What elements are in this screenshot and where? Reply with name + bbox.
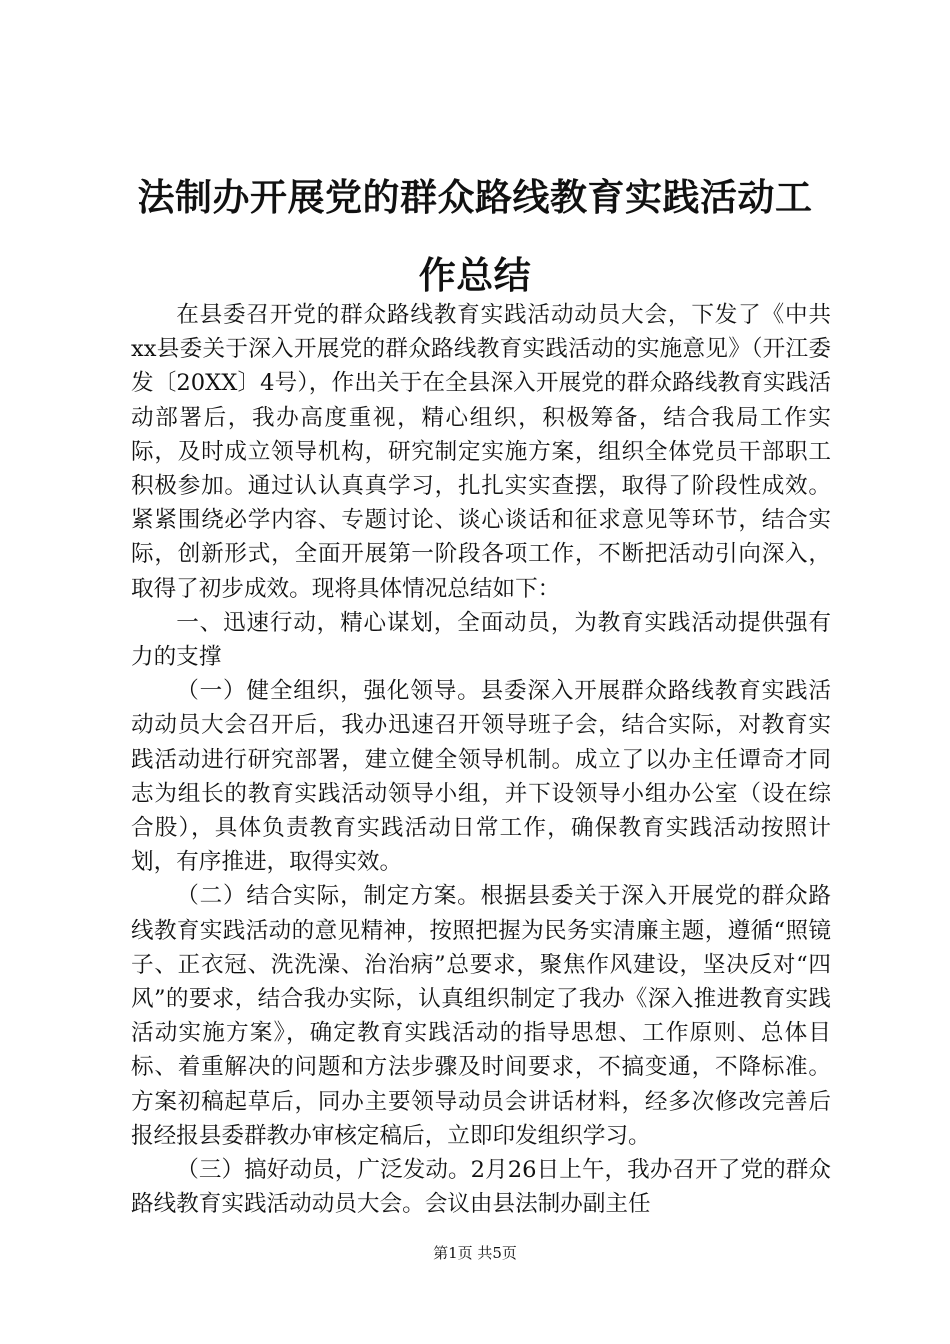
paragraph-intro: 在县委召开党的群众路线教育实践活动动员大会，下发了《中共xx县委关于深入开展党的群众路线教育实践活动的实施意见》（开江委发〔20XX〕4号），作出关于在全县深入开展党的群众路线教育实践活动部署后，我办高度重视，精心组织，积极筹备，结合我局工作实际，及时成立领导机构，研究制定实施方案，组织全体党员干部职工积极参加。通过认认真真学习，扎扎实实查摆，取得了阶段性成效。紧紧围绕必学内容、专题讨论、谈心谈话和征求意见等环节，结合实际，创新形式，全面开展第一阶段各项工作，不断把活动引向深入，取得了初步成效。现将具体情况总结如下： [131, 302, 831, 602]
document-title: 法制办开展党的群众路线教育实践活动工作总结 [137, 175, 813, 297]
document-body [131, 298, 831, 1221]
paragraph-plan: （二）结合实际，制定方案。根据县委关于深入开展党的群众路线教育实践活动的意见精神，按照把握为民务实清廉主题，遵循“照镜子、正衣冠、洗洗澡、治治病”总要求，聚焦作风建设，坚决反对“四风”的要求，结合我办实际，认真组织制定了我办《深入推进教育实践活动实施方案》，确定教育实践活动的指导思想、工作原则、总体目标、着重解决的问题和方法步骤及时间要求，不搞变通，不降标准。方案初稿起草后，同办主要领导动员会讲话材料，经多次修改完善后报经报县委群教办审核定稿后，立即印发组织学习。 [131, 883, 831, 1149]
paragraph-organization: （一）健全组织，强化领导。县委深入开展群众路线教育实践活动动员大会召开后，我办迅速召开领导班子会，结合实际，对教育实践活动进行研究部署，建立健全领导机制。成立了以办主任谭奇才同志为组长的教育实践活动领导小组，并下设领导小组办公室（设在综合股），具体负责教育实践活动日常工作，确保教育实践活动按照计划，有序推进，取得实效。 [131, 678, 831, 876]
page-number-footer: 第1页 共5页 [433, 1244, 517, 1262]
paragraph-section-1-heading: 一、迅速行动，精心谋划，全面动员，为教育实践活动提供强有力的支撑 [131, 609, 831, 671]
paragraph-mobilization: （三）搞好动员，广泛发动。2月26日上午，我办召开了党的群众路线教育实践活动动员大会。会议由县法制办副主任 [131, 1157, 831, 1218]
